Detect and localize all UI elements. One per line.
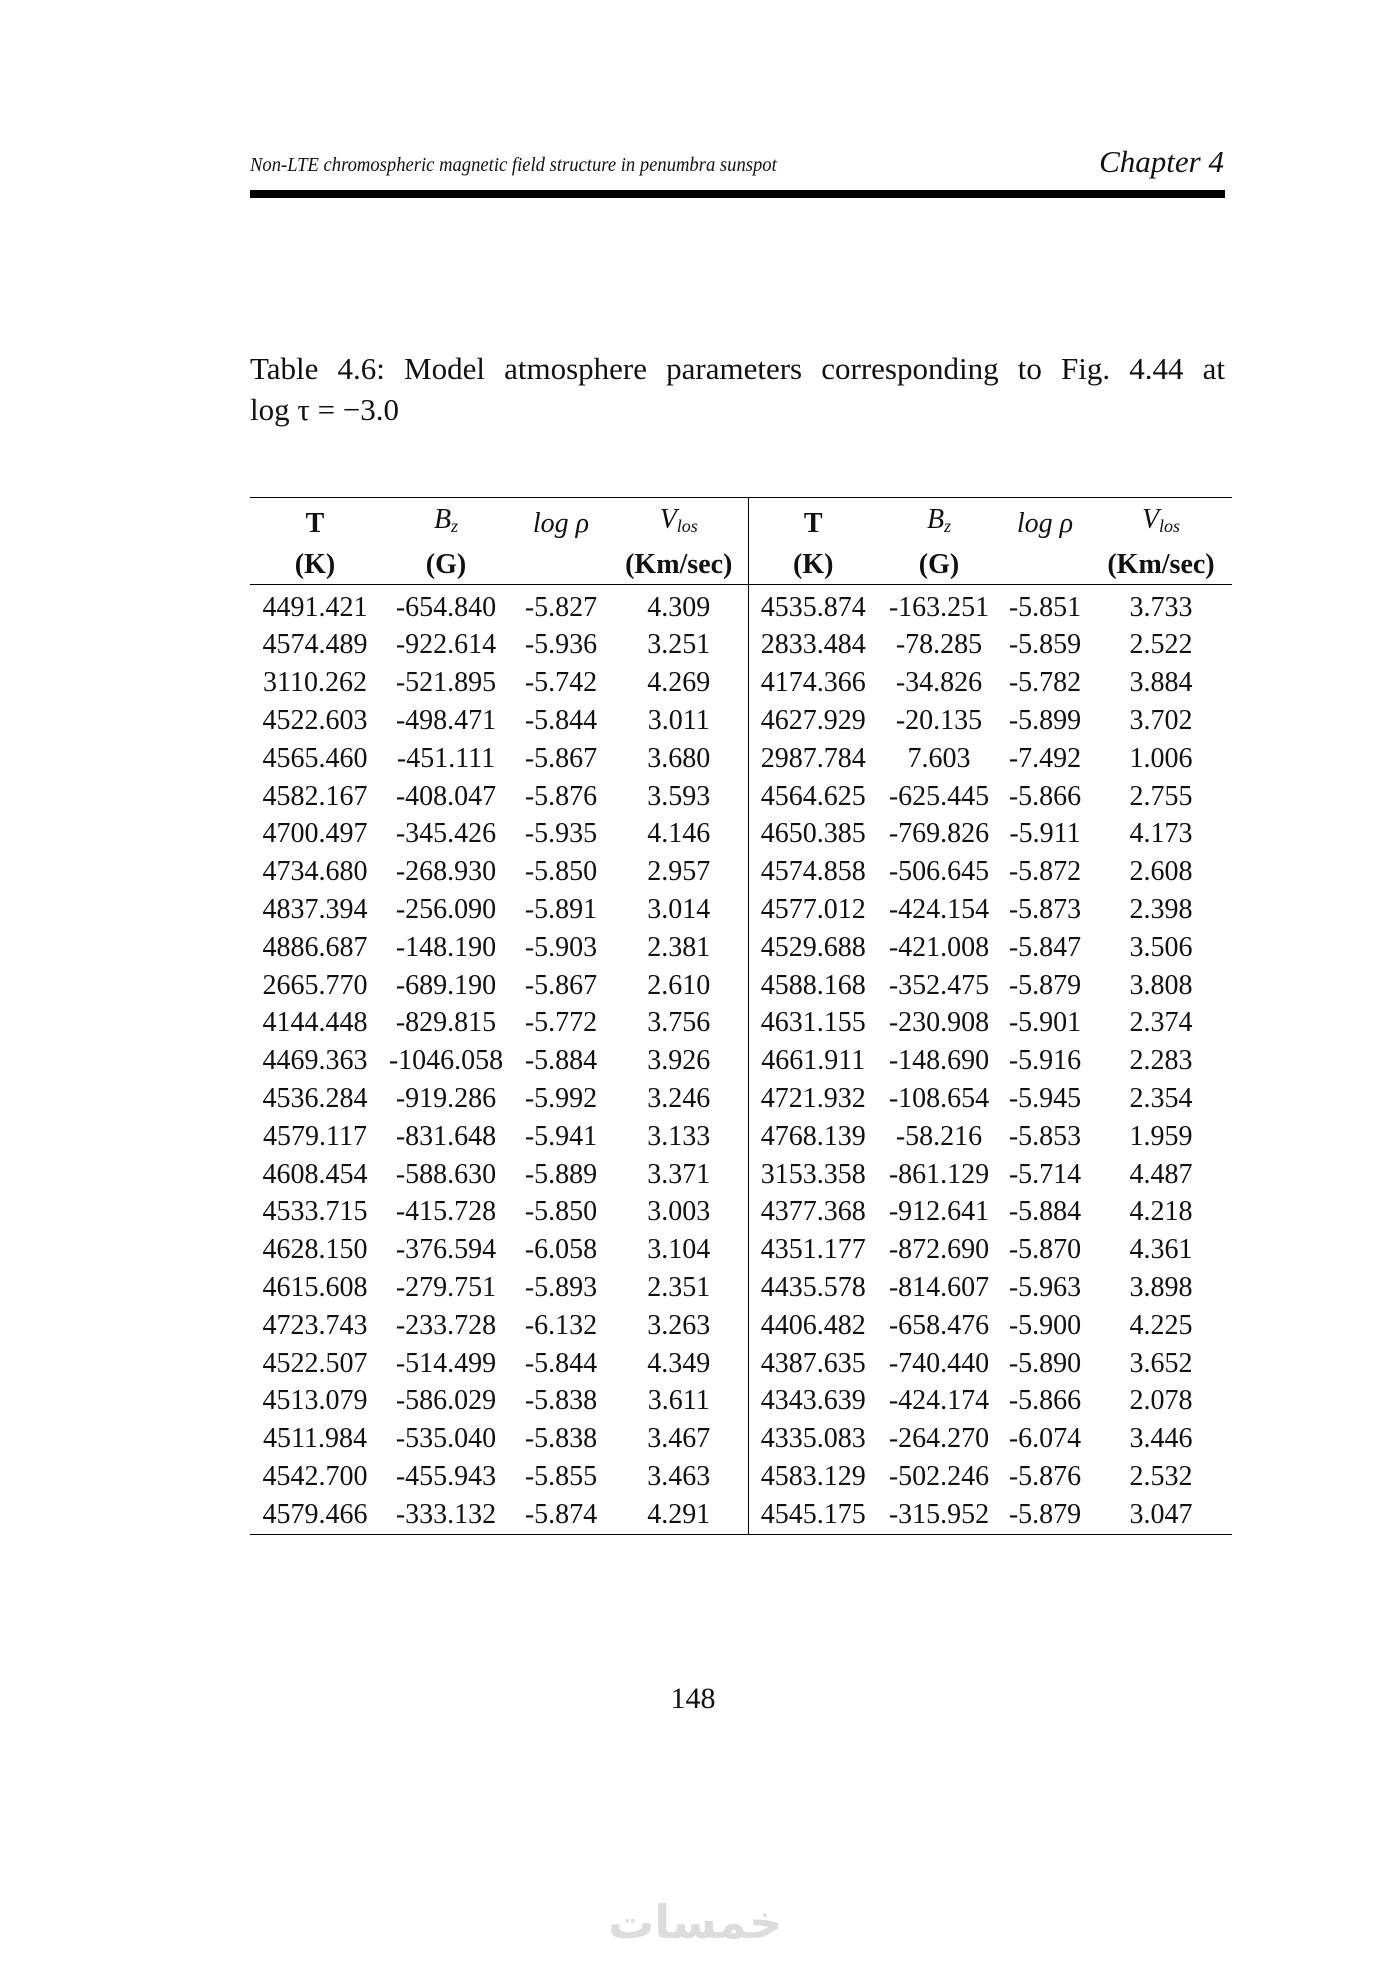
cell-t: 4469.363 [262, 1045, 368, 1077]
cell-t: 4588.168 [760, 969, 866, 1001]
unit-k: (K) [250, 546, 380, 584]
chapter-label: Chapter 4 [1099, 144, 1224, 179]
cell-t: 4628.150 [262, 1234, 368, 1266]
model-atmosphere-table [250, 497, 1232, 1535]
cell-logrho: -5.936 [524, 629, 598, 661]
cell-t: 4513.079 [262, 1385, 368, 1417]
cell-vlos: 3.371 [610, 1156, 748, 1194]
table-row [250, 1118, 1232, 1156]
table-caption-math: log τ = −3.0 [250, 392, 400, 427]
header-row-symbols [250, 498, 1232, 546]
cell-vlos: 3.246 [610, 1080, 748, 1118]
cell-t: 4700.497 [262, 818, 368, 850]
cell-t: 2987.784 [760, 742, 866, 774]
cell-bz: -872.690 [888, 1234, 990, 1266]
cell-logrho: -5.844 [524, 704, 598, 736]
cell-vlos: 2.398 [1129, 893, 1193, 925]
cell-logrho: -5.867 [524, 969, 598, 1001]
cell-bz: -586.029 [395, 1385, 497, 1417]
cell-logrho: -5.889 [524, 1158, 598, 1190]
cell-t: 4535.874 [760, 591, 866, 623]
cell-logrho: -5.873 [1008, 893, 1082, 925]
page-number: 148 [670, 1682, 716, 1715]
cell-vlos: 2.078 [1129, 1385, 1193, 1417]
cell-t: 4723.743 [262, 1309, 368, 1341]
cell-logrho: -5.851 [1008, 591, 1082, 623]
cell-t: 4406.482 [760, 1309, 866, 1341]
cell-t: 4886.687 [262, 931, 368, 963]
cell-bz: -514.499 [395, 1347, 497, 1379]
cell-logrho: -5.772 [524, 1007, 598, 1039]
table-row [250, 891, 1232, 929]
cell-bz: -814.607 [888, 1271, 990, 1303]
cell-logrho: -5.853 [1008, 1120, 1082, 1152]
cell-logrho: -5.916 [1008, 1045, 1082, 1077]
cell-t: 4491.421 [262, 591, 368, 623]
cell-t: 4343.639 [760, 1385, 866, 1417]
cell-t: 3153.358 [760, 1158, 866, 1190]
cell-t: 4574.489 [262, 629, 368, 661]
cell-vlos: 3.898 [1129, 1271, 1193, 1303]
cell-t: 4650.385 [760, 818, 866, 850]
cell-t: 4734.680 [262, 856, 368, 888]
cell-t: 4579.466 [262, 1498, 368, 1530]
cell-bz: -1046.058 [388, 1045, 504, 1077]
col-header-vlos: $V_{los}$ [1141, 504, 1181, 536]
cell-vlos: 3.506 [1129, 931, 1193, 963]
cell-t: 4536.284 [262, 1082, 368, 1114]
cell-vlos: 3.611 [610, 1382, 748, 1420]
cell-vlos: 1.006 [1129, 742, 1193, 774]
cell-t: 4583.129 [760, 1460, 866, 1492]
cell-bz: -408.047 [395, 780, 497, 812]
cell-logrho: -6.132 [524, 1309, 598, 1341]
cell-bz: -20.135 [895, 704, 983, 736]
unit-none [1000, 546, 1090, 584]
unit-kmsec: (Km/sec) [1090, 546, 1232, 584]
table-row [250, 1458, 1232, 1496]
cell-t: 3110.262 [263, 667, 367, 699]
table-body [250, 584, 1232, 1534]
cell-t: 4565.460 [262, 742, 368, 774]
table-row [250, 967, 1232, 1005]
cell-bz: -230.908 [888, 1007, 990, 1039]
cell-bz: -352.475 [888, 969, 990, 1001]
unit-none [512, 546, 610, 584]
cell-bz: -279.751 [395, 1271, 497, 1303]
cell-bz: -455.943 [395, 1460, 497, 1492]
cell-logrho: -5.827 [524, 591, 598, 623]
cell-t: 4579.117 [263, 1120, 367, 1152]
table-row [250, 815, 1232, 853]
cell-t: 4564.625 [760, 780, 866, 812]
table-row [250, 1004, 1232, 1042]
cell-bz: -521.895 [395, 667, 497, 699]
cell-bz: -256.090 [395, 893, 497, 925]
col-header-logrho: log ρ [1016, 507, 1074, 539]
cell-bz: -148.190 [395, 931, 497, 963]
cell-logrho: -5.847 [1008, 931, 1082, 963]
cell-logrho: -5.850 [524, 1196, 598, 1228]
cell-bz: -502.246 [888, 1460, 990, 1492]
cell-bz: -58.216 [895, 1120, 983, 1152]
cell-bz: -922.614 [395, 629, 497, 661]
cell-logrho: -5.884 [1008, 1196, 1082, 1228]
cell-vlos: 3.003 [610, 1193, 748, 1231]
table-row [250, 1231, 1232, 1269]
cell-logrho: -5.714 [1008, 1158, 1082, 1190]
cell-vlos: 4.146 [610, 815, 748, 853]
cell-t: 4627.929 [760, 704, 866, 736]
cell-t: 4631.155 [760, 1007, 866, 1039]
cell-logrho: -5.876 [524, 780, 598, 812]
cell-bz: -421.008 [888, 931, 990, 963]
cell-vlos: 3.702 [1129, 704, 1193, 736]
table-row [250, 740, 1232, 778]
cell-vlos: 2.374 [1129, 1007, 1193, 1039]
table-row [250, 1382, 1232, 1420]
table-row [250, 1420, 1232, 1458]
cell-vlos: 2.608 [1129, 856, 1193, 888]
cell-t: 4377.368 [760, 1196, 866, 1228]
cell-vlos: 4.309 [610, 584, 748, 626]
col-header-vlos: $V_{los}$ [610, 498, 748, 546]
cell-vlos: 2.755 [1129, 780, 1193, 812]
cell-vlos: 4.349 [610, 1345, 748, 1383]
cell-vlos: 4.269 [610, 664, 748, 702]
cell-vlos: 3.463 [610, 1458, 748, 1496]
cell-vlos: 3.884 [1129, 667, 1193, 699]
cell-t: 4721.932 [760, 1082, 866, 1114]
cell-t: 2833.484 [760, 629, 866, 661]
cell-vlos: 3.047 [1129, 1498, 1193, 1530]
cell-logrho: -5.963 [1008, 1271, 1082, 1303]
cell-logrho: -5.879 [1008, 969, 1082, 1001]
table-row [250, 584, 1232, 626]
cell-bz: -912.641 [888, 1196, 990, 1228]
cell-t: 4608.454 [262, 1158, 368, 1190]
cell-bz: -424.174 [888, 1385, 990, 1417]
unit-g: (G) [380, 546, 512, 584]
cell-t: 4335.083 [760, 1423, 866, 1455]
unit-g: (G) [878, 546, 1000, 584]
cell-vlos: 3.593 [610, 778, 748, 816]
table-row [250, 778, 1232, 816]
cell-bz: -233.728 [395, 1309, 497, 1341]
cell-bz: -654.840 [395, 591, 497, 623]
cell-t: 2665.770 [262, 969, 368, 1001]
cell-t: 4435.578 [760, 1271, 866, 1303]
cell-vlos: 2.354 [1129, 1082, 1193, 1114]
cell-logrho: -5.850 [524, 856, 598, 888]
table-row [250, 853, 1232, 891]
cell-vlos: 2.610 [610, 967, 748, 1005]
table-row [250, 664, 1232, 702]
cell-vlos: 4.291 [610, 1496, 748, 1534]
cell-logrho: -5.879 [1008, 1498, 1082, 1530]
cell-vlos: 1.959 [1129, 1120, 1193, 1152]
cell-vlos: 3.014 [610, 891, 748, 929]
cell-bz: -535.040 [395, 1423, 497, 1455]
unit-kmsec: (Km/sec) [610, 546, 748, 584]
cell-logrho: -5.884 [524, 1045, 598, 1077]
cell-t: 4577.012 [760, 893, 866, 925]
cell-bz: -769.826 [888, 818, 990, 850]
cell-bz: -498.471 [395, 704, 497, 736]
cell-bz: -268.930 [395, 856, 497, 888]
cell-t: 4351.177 [760, 1234, 866, 1266]
cell-logrho: -5.900 [1008, 1309, 1082, 1341]
table-row [250, 1307, 1232, 1345]
cell-t: 4387.635 [760, 1347, 866, 1379]
cell-logrho: -5.866 [1008, 1385, 1082, 1417]
cell-vlos: 3.808 [1129, 969, 1193, 1001]
cell-bz: -506.645 [888, 856, 990, 888]
cell-bz: -78.285 [895, 629, 983, 661]
header-row-units [250, 546, 1232, 584]
cell-vlos: 3.133 [610, 1118, 748, 1156]
cell-t: 4574.858 [760, 856, 866, 888]
cell-logrho: -5.855 [524, 1460, 598, 1492]
cell-t: 4522.507 [262, 1347, 368, 1379]
col-header-bz: $B_z$ [926, 504, 952, 536]
cell-t: 4511.984 [263, 1423, 367, 1455]
cell-logrho: -5.893 [524, 1271, 598, 1303]
cell-vlos: 3.251 [610, 626, 748, 664]
cell-t: 4615.608 [262, 1271, 368, 1303]
table-row [250, 1193, 1232, 1231]
cell-bz: -689.190 [395, 969, 497, 1001]
table-row [250, 1345, 1232, 1383]
cell-bz: -345.426 [395, 818, 497, 850]
cell-bz: -264.270 [888, 1423, 990, 1455]
cell-t: 4533.715 [262, 1196, 368, 1228]
cell-logrho: -5.872 [1008, 856, 1082, 888]
table-row [250, 1269, 1232, 1307]
cell-bz: -415.728 [395, 1196, 497, 1228]
cell-logrho: -5.992 [524, 1082, 598, 1114]
cell-t: 4529.688 [760, 931, 866, 963]
table-row [250, 1080, 1232, 1118]
cell-t: 4582.167 [262, 780, 368, 812]
cell-bz: -451.111 [396, 742, 496, 774]
cell-bz: -333.132 [395, 1498, 497, 1530]
col-header-bz: $B_z$ [433, 504, 459, 536]
cell-bz: 7.603 [907, 742, 971, 774]
col-header-t: T [305, 507, 325, 539]
cell-bz: -34.826 [895, 667, 983, 699]
cell-vlos: 3.926 [610, 1042, 748, 1080]
cell-t: 4837.394 [262, 893, 368, 925]
cell-bz: -831.648 [395, 1120, 497, 1152]
cell-vlos: 3.467 [610, 1420, 748, 1458]
cell-logrho: -5.859 [1008, 629, 1082, 661]
cell-logrho: -5.890 [1008, 1347, 1082, 1379]
cell-bz: -625.445 [888, 780, 990, 812]
cell-bz: -919.286 [395, 1082, 497, 1114]
cell-vlos: 3.104 [610, 1231, 748, 1269]
unit-k: (K) [748, 546, 878, 584]
cell-vlos: 4.173 [1129, 818, 1193, 850]
col-header-logrho: log ρ [532, 507, 590, 539]
cell-t: 4522.603 [262, 704, 368, 736]
cell-vlos: 4.218 [1129, 1196, 1193, 1228]
cell-vlos: 3.680 [610, 740, 748, 778]
cell-logrho: -5.874 [524, 1498, 598, 1530]
cell-t: 4661.911 [761, 1045, 866, 1077]
cell-t: 4545.175 [760, 1498, 866, 1530]
cell-logrho: -5.838 [524, 1423, 598, 1455]
cell-t: 4768.139 [760, 1120, 866, 1152]
cell-logrho: -5.867 [524, 742, 598, 774]
cell-logrho: -5.876 [1008, 1460, 1082, 1492]
cell-bz: -163.251 [888, 591, 990, 623]
cell-logrho: -5.742 [524, 667, 598, 699]
cell-vlos: 4.225 [1129, 1309, 1193, 1341]
running-title: Non-LTE chromospheric magnetic field structure in penumbra sunspot [250, 154, 777, 176]
cell-bz: -861.129 [888, 1158, 990, 1190]
cell-vlos: 2.957 [610, 853, 748, 891]
cell-t: 4542.700 [262, 1460, 368, 1492]
cell-logrho: -5.866 [1008, 780, 1082, 812]
cell-vlos: 4.361 [1129, 1234, 1193, 1266]
cell-bz: -315.952 [888, 1498, 990, 1530]
cell-vlos: 2.283 [1129, 1045, 1193, 1077]
header-rule [250, 190, 1225, 198]
watermark-logo: خمسات [608, 1895, 783, 1949]
cell-vlos: 3.733 [1129, 591, 1193, 623]
cell-logrho: -5.870 [1008, 1234, 1082, 1266]
cell-logrho: -5.891 [524, 893, 598, 925]
cell-logrho: -7.492 [1008, 742, 1082, 774]
cell-logrho: -5.911 [1009, 818, 1081, 850]
cell-logrho: -5.945 [1008, 1082, 1082, 1114]
table-row [250, 1042, 1232, 1080]
cell-bz: -148.690 [888, 1045, 990, 1077]
table-row [250, 702, 1232, 740]
cell-vlos: 2.381 [610, 929, 748, 967]
cell-vlos: 3.446 [1129, 1423, 1193, 1455]
cell-bz: -424.154 [888, 893, 990, 925]
col-header-t: T [803, 507, 823, 539]
cell-bz: -829.815 [395, 1007, 497, 1039]
cell-bz: -740.440 [888, 1347, 990, 1379]
table-row [250, 1156, 1232, 1194]
table-row [250, 626, 1232, 664]
cell-bz: -108.654 [888, 1082, 990, 1114]
cell-logrho: -5.941 [524, 1120, 598, 1152]
cell-vlos: 2.522 [1129, 629, 1193, 661]
cell-vlos: 2.351 [610, 1269, 748, 1307]
cell-logrho: -5.903 [524, 931, 598, 963]
cell-logrho: -5.838 [524, 1385, 598, 1417]
cell-vlos: 3.011 [610, 702, 748, 740]
cell-logrho: -6.074 [1008, 1423, 1082, 1455]
table-caption: Table 4.6: Model atmosphere parameters corresponding to Fig. 4.44 at [250, 351, 1225, 386]
cell-vlos: 4.487 [1129, 1158, 1193, 1190]
cell-t: 4174.366 [760, 667, 866, 699]
cell-vlos: 3.756 [610, 1004, 748, 1042]
cell-vlos: 3.652 [1129, 1347, 1193, 1379]
cell-logrho: -6.058 [524, 1234, 598, 1266]
cell-vlos: 3.263 [610, 1307, 748, 1345]
cell-vlos: 2.532 [1129, 1460, 1193, 1492]
cell-logrho: -5.844 [524, 1347, 598, 1379]
cell-logrho: -5.782 [1008, 667, 1082, 699]
table-row [250, 1496, 1232, 1534]
cell-bz: -376.594 [395, 1234, 497, 1266]
cell-logrho: -5.899 [1008, 704, 1082, 736]
cell-t: 4144.448 [262, 1007, 368, 1039]
cell-bz: -588.630 [395, 1158, 497, 1190]
cell-logrho: -5.901 [1008, 1007, 1082, 1039]
cell-bz: -658.476 [888, 1309, 990, 1341]
cell-logrho: -5.935 [524, 818, 598, 850]
table-row [250, 929, 1232, 967]
